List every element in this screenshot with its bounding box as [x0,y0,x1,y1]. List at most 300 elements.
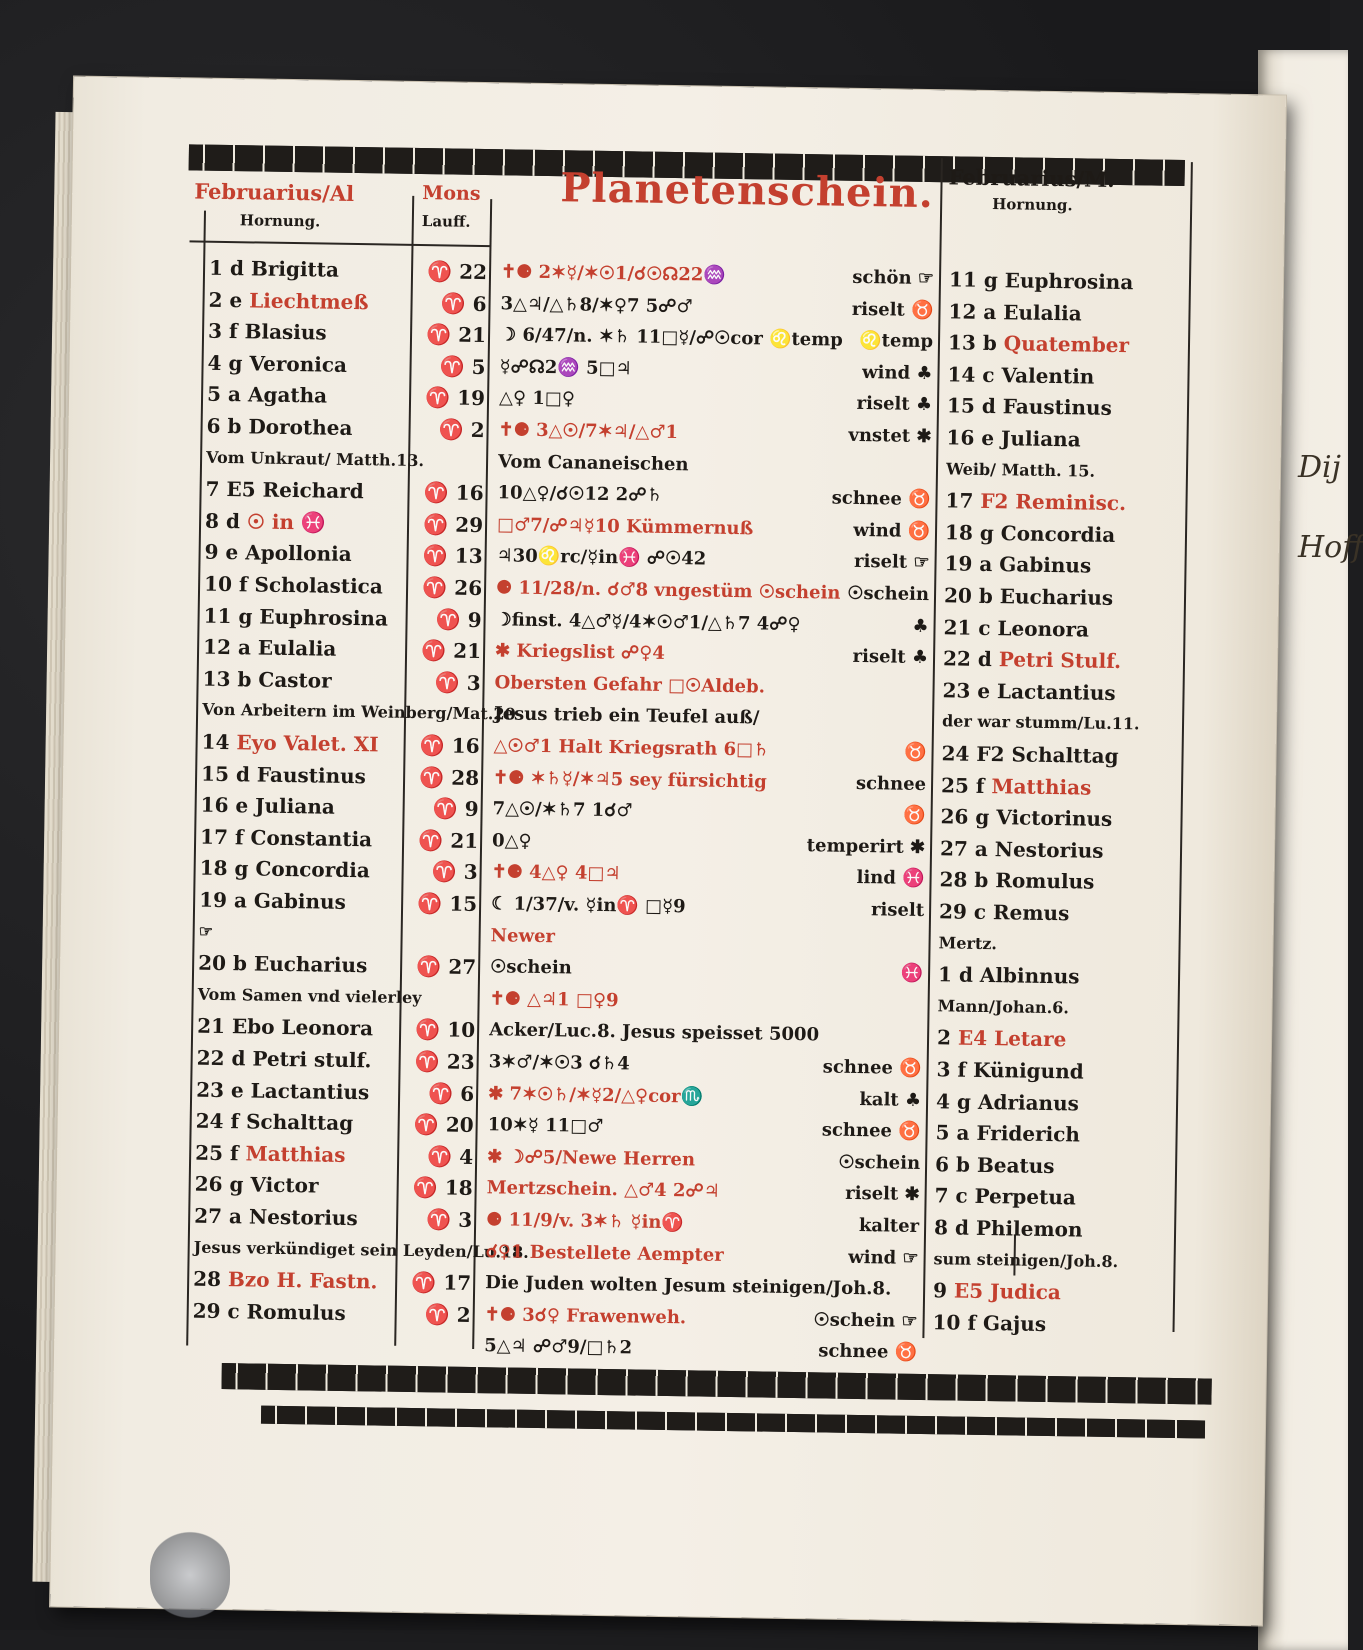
right-day-row [947,359,1185,393]
weather-row [801,736,926,768]
planet-aspect: ♃30♌rc/☿in♓ ☍☉42 [496,546,706,570]
day-number: 10 [932,1310,967,1335]
saint-name: Eulalia [1003,300,1082,325]
weather-row [804,547,929,579]
saint-name: Eucharius [254,952,368,978]
saint-name: Victorinus [996,805,1112,831]
weather-row [800,831,925,863]
saint-name: Gabinus [254,889,346,914]
right-day-row [934,1212,1172,1246]
weather-row [792,1305,917,1337]
day-number: 14 c [947,362,1001,387]
weather-note: ☉schein [838,1152,920,1174]
right-day-row [942,675,1180,709]
moon-position: ♈ 23 [415,1049,475,1074]
planet-aspect: Obersten Gefahr □☉Aldeb. [494,672,765,697]
right-day-row [944,580,1182,614]
right-day-row [932,1307,1170,1341]
day-number: 22 d [197,1046,253,1071]
thumb-shadow [150,1530,230,1620]
saint-name: Concordia [1001,521,1116,547]
moon-position: ♈ 6 [441,291,487,316]
day-number: 28 [193,1267,228,1292]
saint-name: Juliana [1001,426,1081,451]
moon-row [405,1267,471,1298]
weather-row [809,262,934,294]
moon-row [412,825,478,856]
day-number: 4 g [207,351,249,376]
day-number: 12 a [948,299,1003,324]
day-number: 21 c [943,615,997,640]
moon-row [415,604,481,635]
weather-row [799,862,924,894]
day-number: 16 e [946,425,1001,450]
right-day-row [940,833,1178,867]
right-month-header: Februarius/M. [948,164,1114,192]
moon-row [413,762,479,793]
moon-row [408,1046,474,1077]
right-day-row [943,643,1181,677]
saint-name: ☉ in ♓ [247,509,326,534]
saint-name: f Gajus [967,1311,1046,1336]
calendar-frame [172,182,1201,1393]
right-day-row [941,770,1179,804]
moon-position: ♈ 3 [432,860,478,885]
moon-row [404,1299,470,1330]
weather-note: riselt [871,899,924,921]
planet-aspect: ☽finst. 4△♂☿/4✶☉♂1/△♄7 4☍♀ [495,609,800,635]
weather-row [808,325,933,357]
planet-aspect: Vom Cananeischen [498,451,689,475]
moon-position: ♈ 26 [422,575,482,600]
right-day-row [945,486,1183,520]
moon-row [412,793,478,824]
saint-name: Adrianus [978,1089,1079,1115]
saint-name: ☞ [199,921,214,940]
saint-name: Liechtmeß [249,288,369,314]
planet-aspect: 3✶♂/✶☉3 ☌♄4 [489,1051,630,1074]
moon-position: ♈ 16 [420,733,480,758]
saint-name: Mertz. [938,933,997,953]
saint-name: Vom Samen vnd vielerley [198,984,422,1007]
right-day-row [936,1086,1174,1120]
right-day-row [944,549,1182,583]
saint-name: Von Arbeitern im Weinberg/Mat.20 [202,700,516,724]
left-month-subheader: Hornung. [240,211,321,230]
weather-row [801,768,926,800]
right-day-row [933,1275,1171,1309]
day-number: 27 a [194,1204,249,1229]
right-day-row [935,1117,1173,1151]
day-number: 6 b [206,414,248,439]
moon-row [411,888,477,919]
saint-name: Jesus verkündiget sein Leyden/Lu.18. [194,1237,529,1261]
saint-name: E5 Reichard [226,477,364,503]
saint-name: Juliana [255,794,335,819]
saint-name: Petri stulf. [252,1046,371,1072]
saint-name: Ebo Leonora [232,1015,373,1041]
right-day-row [941,738,1179,772]
right-day-row [938,959,1176,993]
day-number: 18 g [199,856,255,881]
left-day-row [202,695,492,730]
right-day-row [933,1244,1171,1278]
saint-name: Remus [993,900,1070,925]
moon-position: ♈ 5 [440,354,486,379]
moon-position: ♈ 21 [418,828,478,853]
weather-note: vnstet ✱ [848,425,931,447]
moon-row [410,951,476,982]
moon-row [414,667,480,698]
planet-aspect: □♂7/☍♃☿10 Kümmernuß [497,514,753,539]
weather-row [795,1147,920,1179]
moon-row [420,288,486,319]
saint-name: Beatus [977,1153,1055,1178]
weather-note: kalter [859,1215,920,1237]
left-day-row [198,916,488,951]
ornamental-border-bottom-2 [261,1406,1205,1439]
saint-name: Quatember [1004,331,1130,357]
day-number: 7 c [934,1184,974,1209]
moon-position: ♈ 22 [427,259,487,284]
weather-row [796,1052,921,1084]
planet-row [494,700,924,737]
right-day-row [934,1181,1172,1215]
day-number: 9 [933,1278,954,1302]
saint-name: Concordia [255,857,370,883]
day-number: 11 g [949,267,1005,292]
weather-row [793,1242,918,1274]
weather-row [804,578,929,610]
saint-name: Eyo Valet. XI [236,730,379,756]
weather-row [806,420,931,452]
saint-name: Lactantius [997,679,1116,705]
moon-row [407,1141,473,1172]
saint-name: Leonora [997,616,1089,641]
right-day-row [946,422,1184,456]
moon-position: ♈ 27 [416,954,476,979]
weather-note: schnee ♉ [822,1120,921,1143]
day-number: 26 g [940,804,996,829]
left-day-row [206,442,496,477]
planet-aspect: ✱ ☽☍5/Newe Herren [487,1146,695,1170]
day-number: 23 e [942,678,997,703]
day-number: 19 a [199,888,254,913]
saint-name: Eulalia [258,636,337,661]
planet-aspect: ✝⚈ 3☌♀ Frawenweh. [485,1304,687,1328]
right-day-row [942,707,1180,741]
saint-name: Perpetua [974,1184,1076,1210]
saint-name: Bzo H. Fastn. [228,1267,378,1293]
day-number: 17 f [200,824,251,849]
moon-row [419,382,485,413]
saint-name: Romulus [995,869,1094,895]
moon-position: ♈ 9 [436,607,482,632]
day-number: 8 d [934,1215,976,1240]
planet-aspect: △☉♂1 Halt Kriegsrath 6□♄ [493,735,769,760]
day-number: 5 a [207,382,248,407]
saint-name: Veronica [249,351,347,377]
saint-name: Dorothea [248,414,352,440]
right-day-row [943,612,1181,646]
moon-row [416,540,482,571]
saint-name: Friderich [976,1121,1080,1147]
weather-note: schön ☞ [852,267,934,289]
planet-row [498,447,928,484]
saint-name: Lactantius [250,1078,369,1104]
saint-name: Gabinus [999,553,1091,578]
moon-row [407,1109,473,1140]
weather-note: schnee ♉ [818,1341,917,1364]
day-number: 29 c [193,1298,247,1323]
planet-aspect: ⚈ 11/9/v. 3✶♄ ☿in♈ [486,1209,684,1233]
saint-name: Philemon [976,1216,1083,1242]
saint-name: F2 Schalttag [976,742,1119,768]
planet-aspect: △♀ 1□♀ [499,388,575,410]
saint-name: Agatha [248,383,328,408]
weather-note: lind ♓ [856,867,924,889]
planet-aspect: ✱ Kriegslist ☍♀4 [495,640,665,664]
planet-row [489,1016,919,1053]
saint-name: Albinnus [980,963,1080,989]
moon-row [409,1014,475,1045]
moon-position: ♈ 20 [414,1112,474,1137]
saint-name: Nestorius [995,837,1104,863]
right-day-row [940,801,1178,835]
weather-note: ♣ [912,615,928,636]
moon-position: ♈ 15 [417,891,477,916]
day-number: 24 [941,741,976,766]
saint-name: Blasius [244,319,326,344]
planet-aspect: ✱ 7✶☉♄/✶☿2/△♀cor♏ [488,1083,703,1107]
saint-name: Constantia [250,825,372,851]
facing-handwriting-1: Dij [1298,450,1341,485]
day-number: 29 c [939,899,993,924]
weather-note: riselt ✱ [845,1183,920,1205]
right-day-row [939,896,1177,930]
day-number: 2 e [208,287,249,312]
saint-name: Vom Unkraut/ Matth.13. [206,447,424,469]
left-month-header: Februarius/Al [194,178,354,206]
day-number: 27 a [940,836,995,861]
weather-row [798,957,923,989]
day-number: 15 d [201,761,257,786]
saint-name: E5 Judica [954,1279,1061,1305]
day-number: 3 f [936,1057,973,1082]
moon-position: ♈ 2 [439,417,485,442]
planet-row [490,921,920,958]
right-day-row [939,865,1177,899]
weather-note: kalt ♣ [859,1089,921,1111]
right-day-row [938,928,1176,962]
moon-position: ♈ 29 [423,512,483,537]
planet-aspect: ✝⚈ 3△☉/7✶♃/△♂1 [498,419,678,443]
saint-name: Nestorius [249,1204,358,1230]
day-number: 24 f [196,1109,247,1134]
weather-note: wind ♉ [853,520,930,542]
planet-aspect: ☿☍☊2♒ 5□♃ [499,356,631,379]
day-number: 12 a [203,635,258,660]
saint-name: Eucharius [1000,584,1114,610]
moon-position: ♈ 18 [413,1175,473,1200]
right-day-row [949,264,1187,298]
saint-name: Euphrosina [259,604,388,630]
planet-row [489,984,919,1021]
moon-row [415,635,481,666]
moon-position: ♈ 13 [423,544,483,569]
weather-note: ☉schein [847,583,929,605]
day-number: 22 d [943,646,999,671]
moon-row [421,256,487,287]
moon-row [406,1172,472,1203]
moon-position: ♈ 6 [428,1081,474,1106]
left-day-row [193,1232,483,1267]
day-number: 2 [937,1026,958,1050]
weather-row [808,294,933,326]
day-number: 18 g [945,520,1001,545]
day-number: 6 b [935,1152,977,1177]
moon-row [417,477,483,508]
moon-row [411,856,477,887]
day-number: 25 f [941,773,992,798]
day-number: 8 d [205,508,247,533]
planet-aspect: Die Juden wolten Jesum steinigen/Joh.8. [485,1272,891,1299]
right-day-row [937,1023,1175,1057]
saint-name: Valentin [1001,363,1094,388]
left-day-row [197,979,487,1014]
planet-aspect: 0△♀ [492,830,532,852]
weather-note: riselt ♉ [852,298,934,320]
day-number: 5 a [935,1120,976,1145]
day-number: 17 [945,489,980,514]
planet-aspect: Jesus trieb ein Teufel auß/ [494,704,760,729]
day-number: 3 f [208,319,245,344]
moon-row [419,351,485,382]
planet-aspect: ☌♀1 Bestellete Aempter [486,1241,724,1266]
almanac-page [50,77,1286,1626]
weather-note: schnee ♉ [823,1056,922,1079]
saint-name: Matthias [245,1141,345,1167]
saint-name: Scholastica [254,572,383,598]
right-day-row [937,991,1175,1025]
saint-name: Castor [258,667,332,692]
ornamental-border-bottom [221,1363,1211,1405]
right-day-row [947,391,1185,425]
planet-aspect: ☾ 1/37/v. ☿in♈ □☿9 [491,893,686,917]
day-number: 23 e [196,1077,251,1102]
saint-name: F2 Reminisc. [980,489,1126,515]
saint-name: Faustinus [257,762,366,788]
weather-row [807,389,932,421]
planet-aspect: Mertzschein. △♂4 2☍♃ [487,1178,720,1203]
day-number: 28 b [939,868,995,893]
moon-position: ♈ 28 [419,765,479,790]
planet-aspect: Newer [490,925,555,947]
saint-name: Brigitta [251,256,339,281]
day-number: 9 e [204,540,245,565]
planet-row [485,1268,915,1305]
planet-aspect: 10✶☿ 11□♂ [488,1114,604,1137]
saint-name: Petri Stulf. [999,647,1122,673]
moon-position: ♈ 21 [421,638,481,663]
day-number: 21 [197,1014,232,1039]
planet-aspect: 5△♃ ☍♂9/□♄2 [484,1336,632,1359]
moon-row [408,1078,474,1109]
weather-note: ♌temp [859,330,933,352]
day-number: 20 b [944,583,1000,608]
weather-row [796,1084,921,1116]
moon-position: ♈ 17 [411,1270,471,1295]
saint-name: Künigund [973,1058,1084,1084]
moon-position: ♈ 3 [426,1207,472,1232]
right-day-row [945,517,1183,551]
weather-row [807,357,932,389]
right-day-row [948,296,1186,330]
weather-note: ☉schein ☞ [813,1309,917,1332]
weather-row [800,799,925,831]
planet-aspect: ✝⚈ 4△♀ 4□♃ [491,862,620,885]
day-number: 13 b [948,331,1004,356]
planet-row [494,668,924,705]
day-number: 16 e [200,793,255,818]
planet-aspect: 10△♀/☌☉12 2☍♄ [497,482,662,506]
saint-name: Victor [250,1173,318,1198]
moon-position: ♈ 19 [425,386,485,411]
planet-aspect: ☉schein [490,956,572,978]
weather-row [794,1210,919,1242]
weather-note: riselt ♣ [856,393,932,415]
saint-name: Matthias [991,774,1091,800]
moon-row [418,414,484,445]
saint-name: Euphrosina [1005,268,1134,294]
saint-name: Romulus [246,1299,345,1325]
moon-row [416,572,482,603]
planet-aspect: ✝⚈ △♃1 □♀9 [489,988,618,1011]
moon-position: ♈ 4 [427,1144,473,1169]
moon-position: ♈ 10 [415,1017,475,1042]
moon-row [413,730,479,761]
planet-aspect: Acker/Luc.8. Jesus speisset 5000 [489,1020,819,1046]
weather-note: wind ☞ [848,1246,919,1268]
weather-row [799,894,924,926]
right-day-row [946,454,1184,488]
day-number: 25 f [195,1140,246,1165]
weather-note: ♉ [903,805,926,826]
moon-position: ♈ 3 [435,670,481,695]
planet-aspect: 7△☉/✶♄7 1☌♂ [492,798,632,821]
saint-name: Apollonia [245,541,352,567]
weather-row [805,483,930,515]
planet-aspect: 3△♃/△♄8/✶♀7 5☍♂ [500,293,692,317]
right-day-row [936,1054,1174,1088]
day-number: 10 f [204,572,255,597]
weather-row [792,1336,917,1368]
day-number: 1 d [938,962,980,987]
day-number: 20 b [198,951,254,976]
right-day-row [948,328,1186,362]
day-number: 26 g [195,1172,251,1197]
facing-handwriting-2: Hoff [1298,530,1363,565]
moon-row [417,509,483,540]
day-number: 1 d [209,256,251,281]
saint-name: E4 Letare [958,1026,1067,1052]
day-number: 13 b [202,666,258,691]
planet-aspect: ⚈ 11/28/n. ☌♂8 vngestüm ☉schein [496,577,841,603]
weather-note: wind ♣ [862,362,933,384]
weather-note: riselt ☞ [854,551,930,573]
saint-name: Faustinus [1003,395,1112,421]
day-number: 7 [205,477,226,501]
